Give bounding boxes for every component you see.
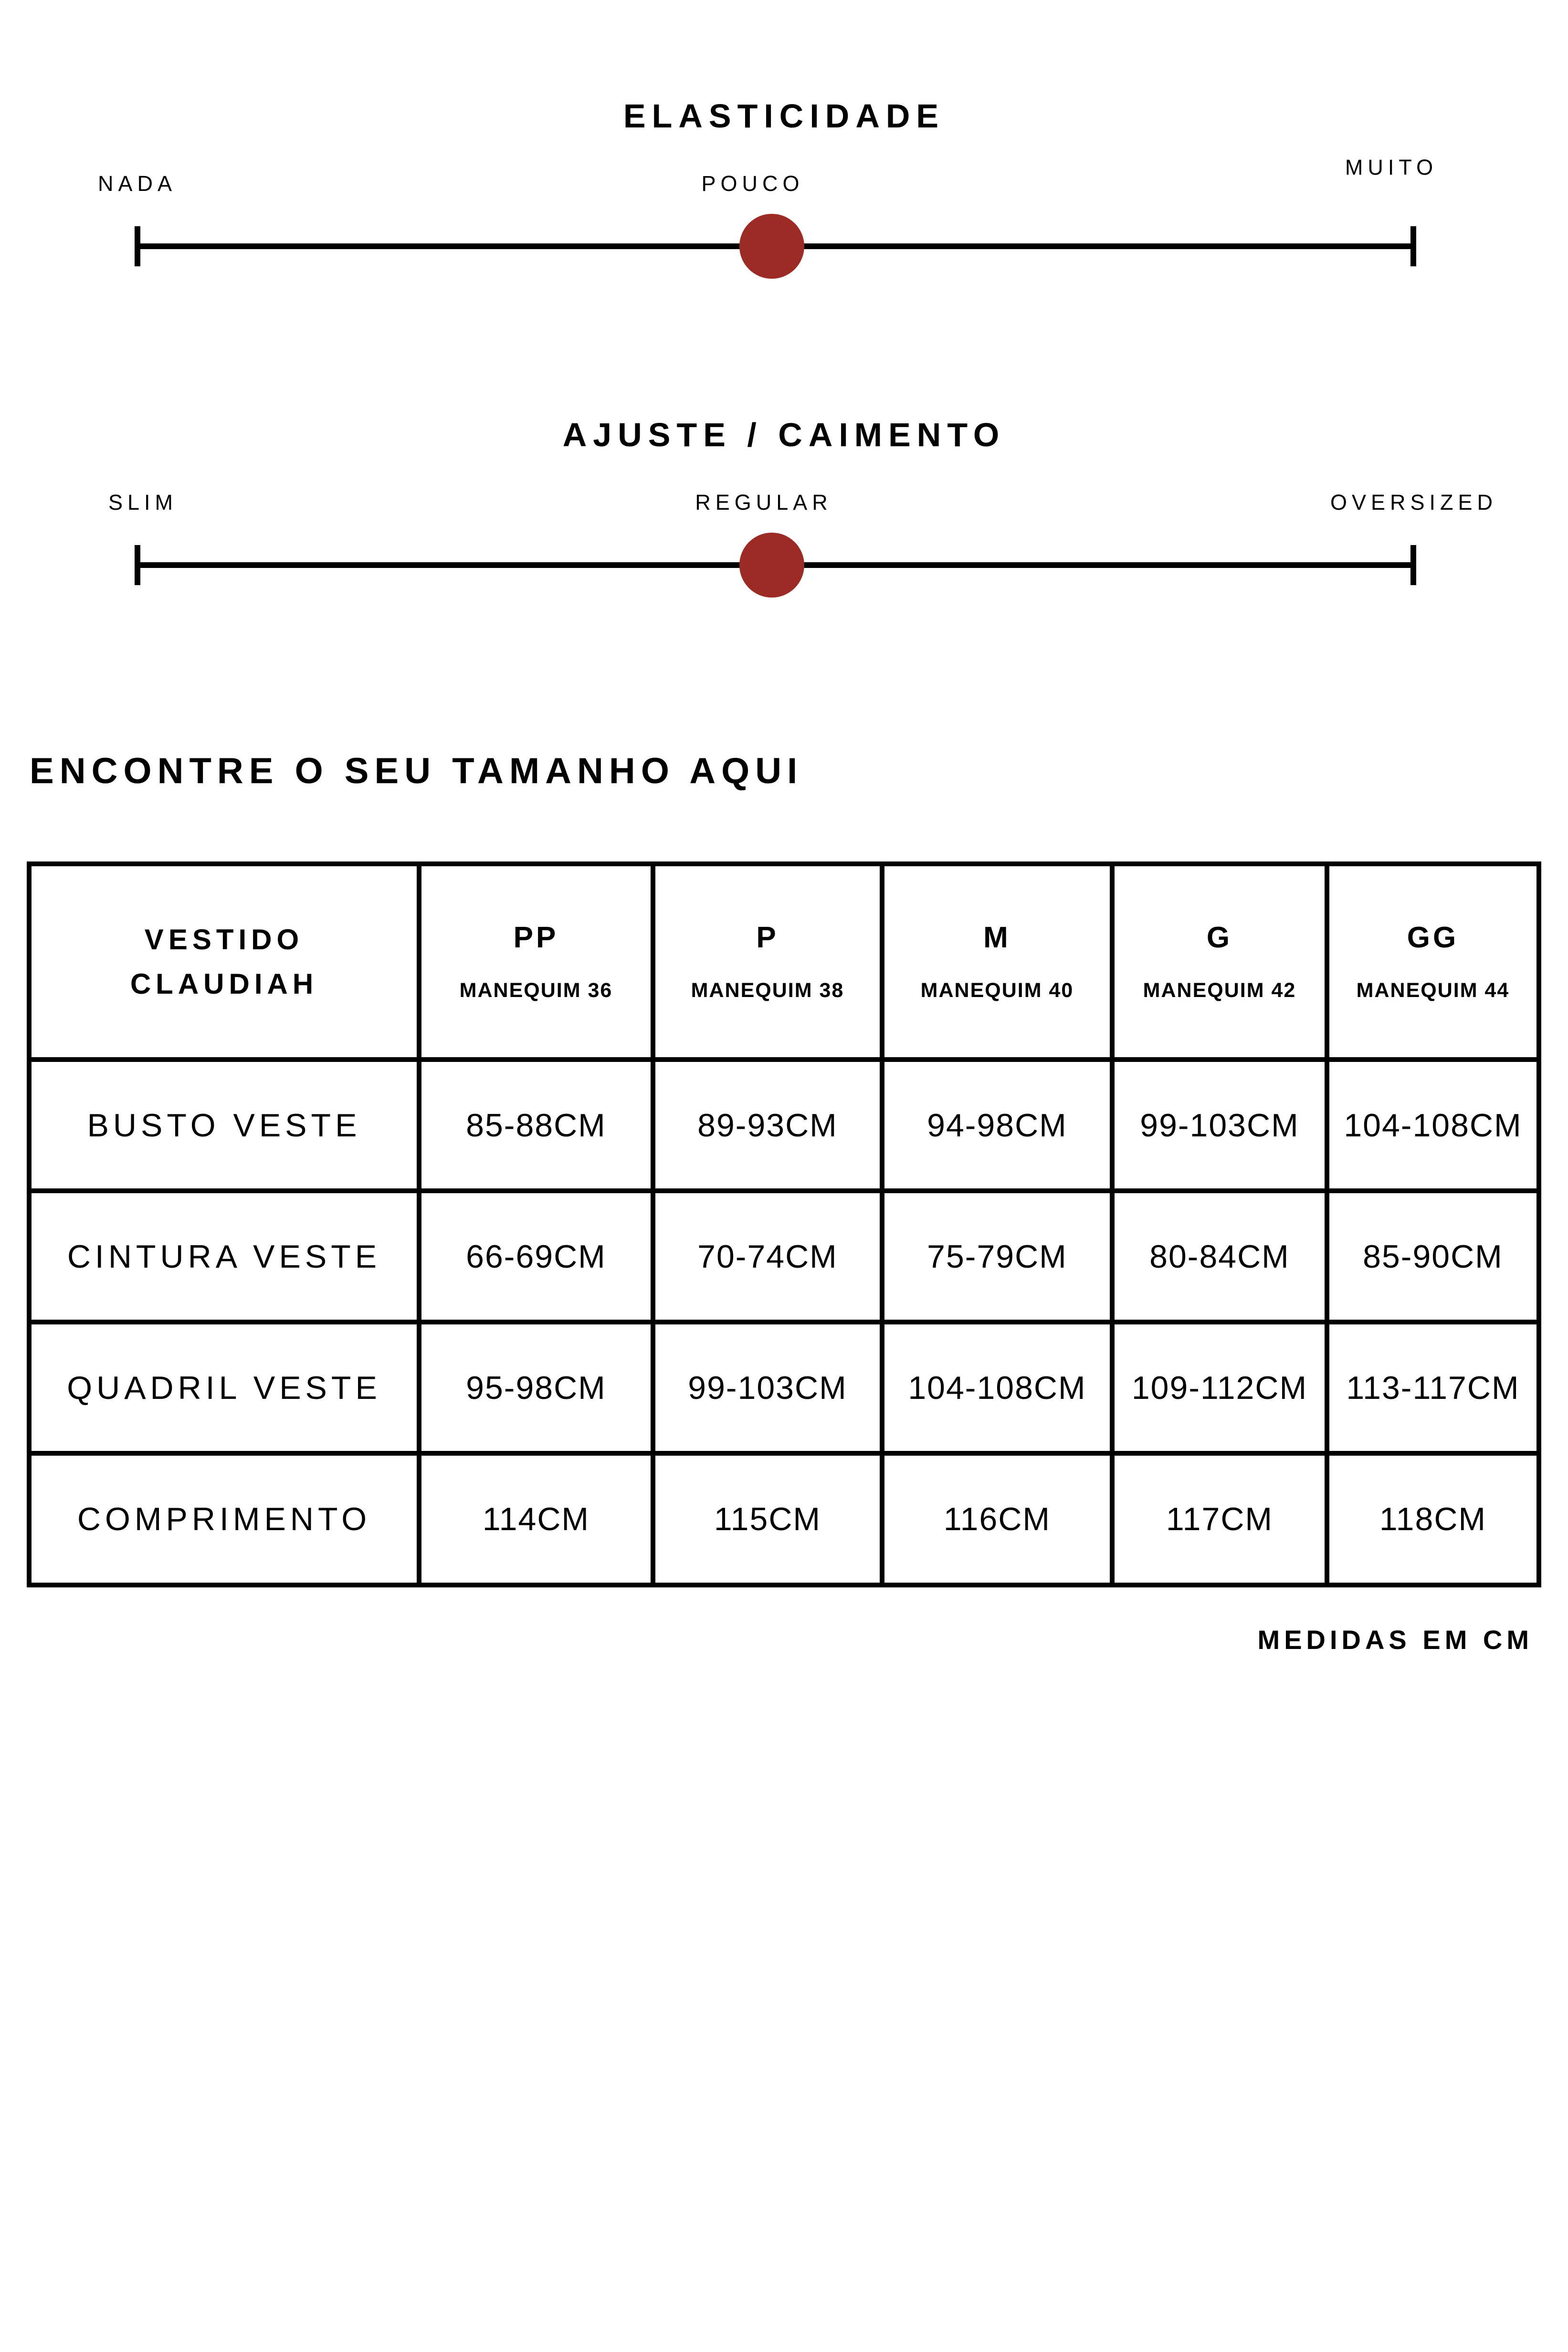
fit-title: AJUSTE / CAIMENTO (562, 416, 1006, 453)
mannequin-label: MANEQUIM 44 (1356, 978, 1510, 1002)
elasticity-label-pouco: POUCO (701, 171, 804, 196)
fit-label-oversized: OVERSIZED (1330, 490, 1498, 514)
column-header-gg (1329, 866, 1536, 1057)
track-start-tick (135, 545, 140, 585)
table-value: 116CM (884, 1456, 1110, 1583)
mannequin-label: MANEQUIM 36 (459, 978, 613, 1002)
size-code: M (983, 921, 1011, 954)
fit-indicator-dot (739, 533, 804, 598)
table-value: 117CM (1115, 1456, 1325, 1583)
table-value: 104-108CM (1329, 1062, 1536, 1188)
table-value: 113-117CM (1329, 1324, 1536, 1451)
column-header-pp (421, 866, 651, 1057)
elasticity-track (135, 243, 1416, 249)
mannequin-label: MANEQUIM 40 (920, 978, 1074, 1002)
elasticity-indicator-dot (739, 214, 804, 279)
table-value: 85-88CM (421, 1062, 651, 1188)
track-start-tick (135, 226, 140, 266)
elasticity-title: ELASTICIDADE (623, 97, 945, 135)
track-end-tick (1410, 226, 1416, 266)
row-label-comprimento: COMPRIMENTO (32, 1456, 417, 1583)
track-end-tick (1410, 545, 1416, 585)
column-header-m (884, 866, 1110, 1057)
size-code: GG (1407, 921, 1459, 954)
size-code: PP (513, 921, 559, 954)
elasticity-label-nada: NADA (98, 171, 177, 196)
table-value: 115CM (655, 1456, 880, 1583)
elasticity-label-muito: MUITO (1345, 155, 1438, 179)
product-name-line1: VESTIDO (144, 924, 304, 956)
table-value: 66-69CM (421, 1193, 651, 1320)
size-code: G (1206, 921, 1233, 954)
table-value: 95-98CM (421, 1324, 651, 1451)
size-table (27, 861, 1541, 1587)
product-name-cell (32, 866, 417, 1057)
table-value: 114CM (421, 1456, 651, 1583)
table-value: 99-103CM (655, 1324, 880, 1451)
table-value: 109-112CM (1115, 1324, 1325, 1451)
size-code: P (756, 921, 779, 954)
table-value: 104-108CM (884, 1324, 1110, 1451)
mannequin-label: MANEQUIM 38 (691, 978, 844, 1002)
row-label-cintura: CINTURA VESTE (32, 1193, 417, 1320)
fit-label-regular: REGULAR (695, 490, 832, 514)
product-name-line2: CLAUDIAH (130, 968, 318, 1000)
table-value: 70-74CM (655, 1193, 880, 1320)
units-footnote: MEDIDAS EM CM (1257, 1625, 1533, 1655)
table-value: 75-79CM (884, 1193, 1110, 1320)
row-label-busto: BUSTO VESTE (32, 1062, 417, 1188)
table-value: 80-84CM (1115, 1193, 1325, 1320)
row-label-quadril: QUADRIL VESTE (32, 1324, 417, 1451)
fit-track (135, 562, 1416, 568)
fit-label-slim: SLIM (108, 490, 178, 514)
table-value: 118CM (1329, 1456, 1536, 1583)
table-value: 94-98CM (884, 1062, 1110, 1188)
find-your-size-heading: ENCONTRE O SEU TAMANHO AQUI (30, 751, 803, 791)
table-value: 85-90CM (1329, 1193, 1536, 1320)
table-value: 99-103CM (1115, 1062, 1325, 1188)
column-header-g (1115, 866, 1325, 1057)
mannequin-label: MANEQUIM 42 (1143, 978, 1296, 1002)
table-value: 89-93CM (655, 1062, 880, 1188)
column-header-p (655, 866, 880, 1057)
